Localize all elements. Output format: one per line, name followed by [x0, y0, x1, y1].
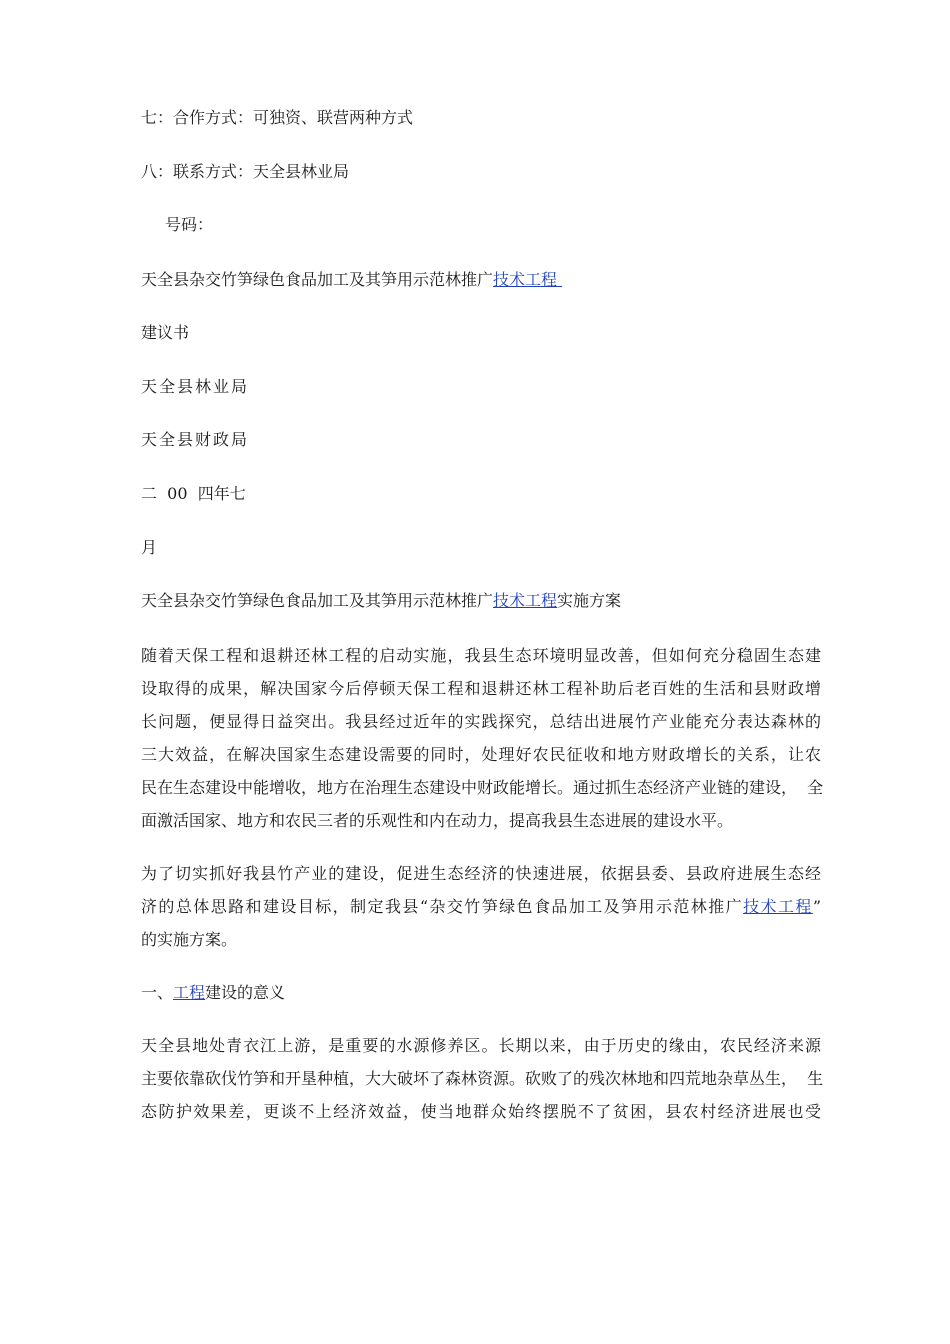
title1-prefix: 天全县杂交竹笋绿色食品加工及其笋用示范林推广 — [141, 270, 494, 289]
paragraph-row: 为了切实抓好我县竹产业的建设，促进生态经济的快速进展，依据县委、县政府进展生态经 — [141, 864, 821, 883]
paragraph-row: 随着天保工程和退耕还林工程的启动实施，我县生态环境明显改善，但如何充分稳固生态建 — [141, 646, 821, 665]
intro-paragraph — [141, 639, 824, 837]
contact-line: 八：联系方式：天全县林业局 — [141, 162, 350, 181]
cooperation-line: 七：合作方式：可独资、联营两种方式 — [141, 108, 414, 127]
title1-link[interactable]: 技术工程 — [493, 270, 558, 289]
title2-suffix: 实施方案 — [557, 591, 622, 610]
paragraph-row: 三大效益，在解决国家生态建设需要的同时，处理好农民征收和地方财政增长的关系，让农 — [141, 745, 821, 764]
purpose-paragraph — [141, 857, 821, 956]
section-title-text: 建设的意义 — [205, 983, 286, 1002]
date-line-1: 二 00 四年七 — [141, 484, 246, 503]
org1-line: 天全县林业局 — [141, 377, 250, 396]
section-project-link[interactable]: 工程 — [173, 983, 206, 1002]
title2-link[interactable]: 技术工程 — [493, 591, 558, 610]
paragraph-text: ” — [812, 897, 821, 916]
paragraph-row: 长问题，便显得日益突出。我县经过近年的实践探究，总结出进展竹产业能充分表达森林的 — [141, 712, 821, 731]
title2-line — [141, 591, 621, 611]
phone-line: 号码： — [165, 215, 214, 234]
title1-link-trailing-space[interactable] — [557, 270, 562, 289]
proposal-line: 建议书 — [141, 323, 190, 342]
paragraph-row: 态防护效果差，更谈不上经济效益，使当地群众始终摆脱不了贫困，县农村经济进展也受 — [141, 1102, 821, 1121]
paragraph-text: 济的总体思路和建设目标，制定我县“杂交竹笋绿色食品加工及笋用示范林推广 — [141, 897, 744, 916]
paragraph-row: 设取得的成果，解决国家今后停顿天保工程和退耕还林工程补助后老百姓的生活和县财政增 — [141, 679, 821, 698]
paragraph-row: 主要依靠砍伐竹笋和开垦种植，大大破坏了森林资源。砍败了的残次林地和四荒地杂草丛生， 生 — [141, 1069, 824, 1088]
paragraph-row: 面激活国家、地方和农民三者的乐观性和内在动力，提高我县生态进展的建设水平。 — [141, 811, 734, 830]
title1-line — [141, 270, 562, 290]
section-number: 一、 — [141, 983, 174, 1002]
paragraph-row — [141, 890, 821, 923]
title2-prefix: 天全县杂交竹笋绿色食品加工及其笋用示范林推广 — [141, 591, 494, 610]
paragraph-row: 的实施方案。 — [141, 930, 238, 949]
project-link[interactable]: 技术工程 — [743, 897, 813, 916]
section-heading-1 — [141, 983, 285, 1003]
org2-line: 天全县财政局 — [141, 430, 250, 449]
date-line-2: 月 — [141, 538, 158, 557]
paragraph-row: 天全县地处青衣江上游，是重要的水源修养区。长期以来，由于历史的缘由，农民经济来源 — [141, 1036, 821, 1055]
background-paragraph — [141, 1029, 824, 1128]
paragraph-row: 民在生态建设中能增收，地方在治理生态建设中财政能增长。通过抓生态经济产业链的建设， 全 — [141, 778, 824, 797]
